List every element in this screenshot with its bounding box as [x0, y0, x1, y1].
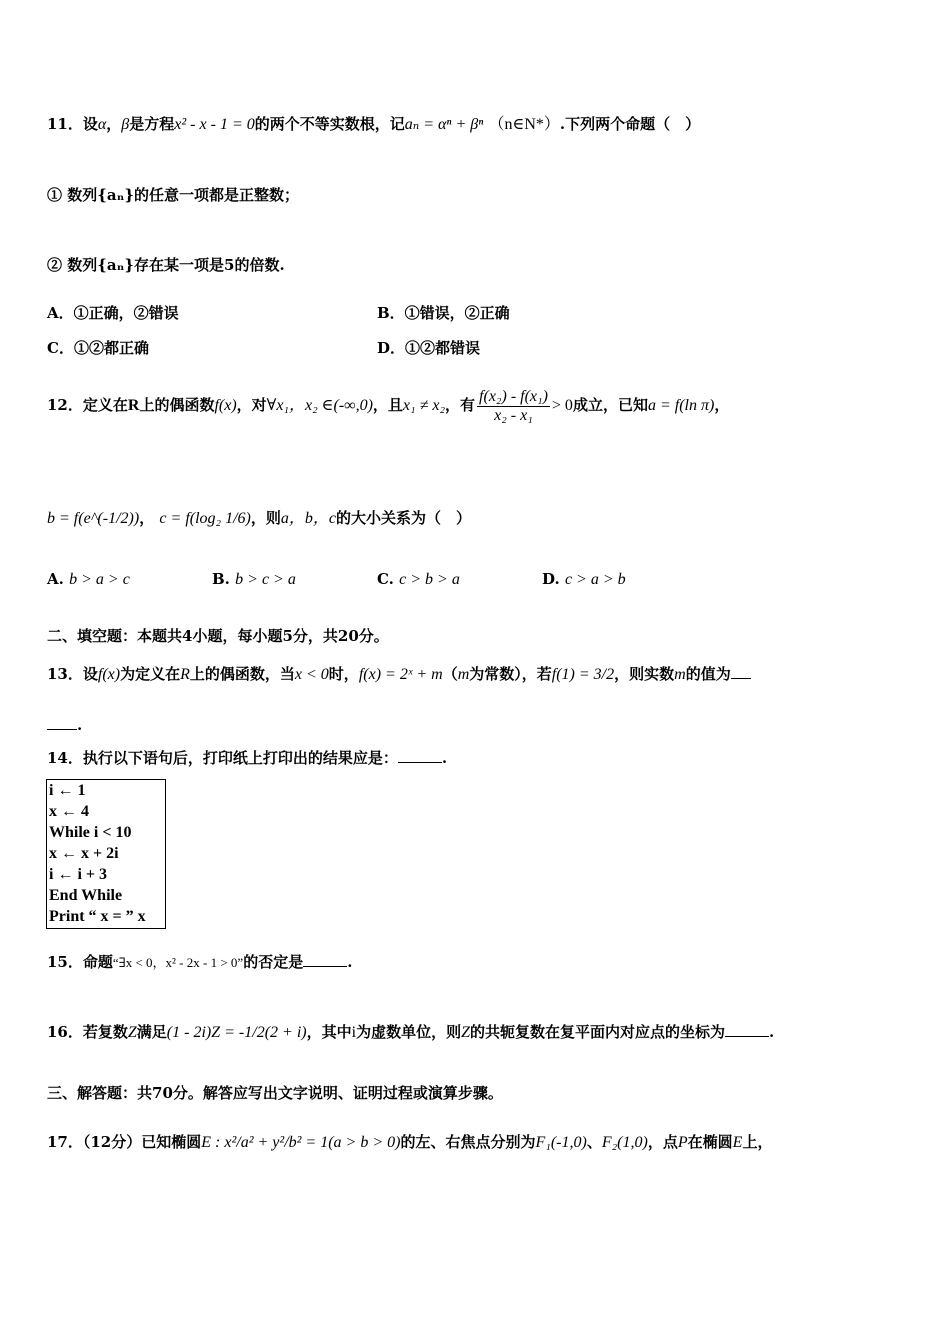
- code-line: x ← x + 2i: [49, 845, 119, 862]
- q11-option-c: C．①②都正确: [47, 339, 149, 357]
- q12-option-a: A. b > a > c: [47, 570, 130, 588]
- q15-proposition: “∃x < 0，x² - 2x - 1 > 0”: [112, 955, 244, 970]
- q15-answer-blank: [303, 954, 347, 967]
- q14-stem: 14．执行以下语句后，打印纸上打印出的结果应是： .: [47, 749, 448, 767]
- q17-ellipse: E : x²/a² + y²/b² = 1(a > b > 0): [201, 1134, 401, 1151]
- q12-fraction: $\frac{\text{f(x₂) - f(x₁)}}{\text{x₂ - x₁}}$: [479, 387, 548, 424]
- q14-algorithm-box: [46, 779, 166, 929]
- q15-stem: 15．命题“∃x < 0，x² - 2x - 1 > 0”的否定是 .: [47, 953, 353, 971]
- q12-a-def: a = f(ln π): [647, 397, 715, 414]
- q16-stem: 16．若复数Z满足(1 - 2i)Z = -1/2(2 + i)，其中i为虚数单位，则Z的共轭复数在复平面内对应点的坐标为 .: [47, 1023, 775, 1041]
- q12-option-d: D. c > a > b: [542, 570, 626, 588]
- q12-line2: b = f(e^(-1/2))， c = f(log₂ 1/6)，则a，b，c的大小关系为（ ）: [47, 509, 472, 527]
- q11-seq-def: aₙ = αⁿ + βⁿ: [404, 116, 484, 133]
- q12-c-def: c = f(log₂ 1/6): [159, 510, 251, 527]
- code-line: End While: [49, 887, 123, 904]
- q13-f1: f(1) = 3/2: [551, 666, 615, 683]
- code-line: Print “ x = ” x: [49, 908, 146, 925]
- code-line: x ← 4: [49, 803, 89, 820]
- code-line: i ← i + 3: [49, 866, 108, 883]
- q12-option-c: C. c > b > a: [377, 570, 460, 588]
- q12-forall: ∀x₁，x₂ ∈(-∞,0): [266, 397, 373, 414]
- q11-equation: x² - x - 1 = 0: [174, 116, 255, 133]
- q13-continued: .: [47, 713, 910, 737]
- q11-prop1: ① 数列{aₙ}的任意一项都是正整数；: [47, 186, 300, 204]
- code-line: i ← 1: [49, 782, 86, 799]
- q13-stem: 13．设f(x)为定义在R上的偶函数，当x < 0时，f(x) = 2ˣ + m（m为常数），若f(1) = 3/2，则实数m的值为: [47, 662, 910, 687]
- q13-answer-blank: [731, 666, 751, 679]
- q11-option-a: A．①正确，②错误: [47, 304, 179, 322]
- q16-equation: (1 - 2i)Z = -1/2(2 + i): [166, 1024, 307, 1041]
- q11-stem: 11．设α，β是方程x² - x - 1 = 0的两个不等实数根，记aₙ = αⁿ + βⁿ （n∈N*）.下列两个命题（ ）: [47, 115, 701, 133]
- q12-option-b: B. b > c > a: [212, 570, 296, 588]
- code-line: While i < 10: [49, 824, 132, 841]
- q16-answer-blank: [725, 1024, 769, 1037]
- section-fill-in-title: 二、填空题：本题共4小题，每小题5分，共20分。: [47, 627, 389, 645]
- q13-expr: f(x) = 2ˣ + m: [358, 666, 443, 683]
- q14-answer-blank: [398, 750, 442, 763]
- q12-b-def: b = f(e^(-1/2)): [47, 510, 140, 527]
- q17-stem: 17．（12分）已知椭圆E : x²/a² + y²/b² = 1(a > b > 0)的左、右焦点分别为F₁(-1,0)、F₂(1,0)，点P在椭圆E上，: [47, 1133, 773, 1151]
- q12-stem: 12．定义在R上的偶函数f(x)，对∀x₁，x₂ ∈(-∞,0)，且x₁ ≠ x₂，有 $\frac{\text{f(x₂) - f(x₁)}}{\text{x₂ - x₁}}$ > 0成立，已知a = f(ln π)，: [47, 387, 730, 424]
- q11-option-b: B．①错误，②正确: [377, 304, 510, 322]
- q11-option-d: D．①②都错误: [377, 339, 481, 357]
- q11-prop2: ② 数列{aₙ}存在某一项是5的倍数.: [47, 256, 285, 274]
- section-solve-title: 三、解答题：共70分。解答应写出文字说明、证明过程或演算步骤。: [47, 1084, 503, 1102]
